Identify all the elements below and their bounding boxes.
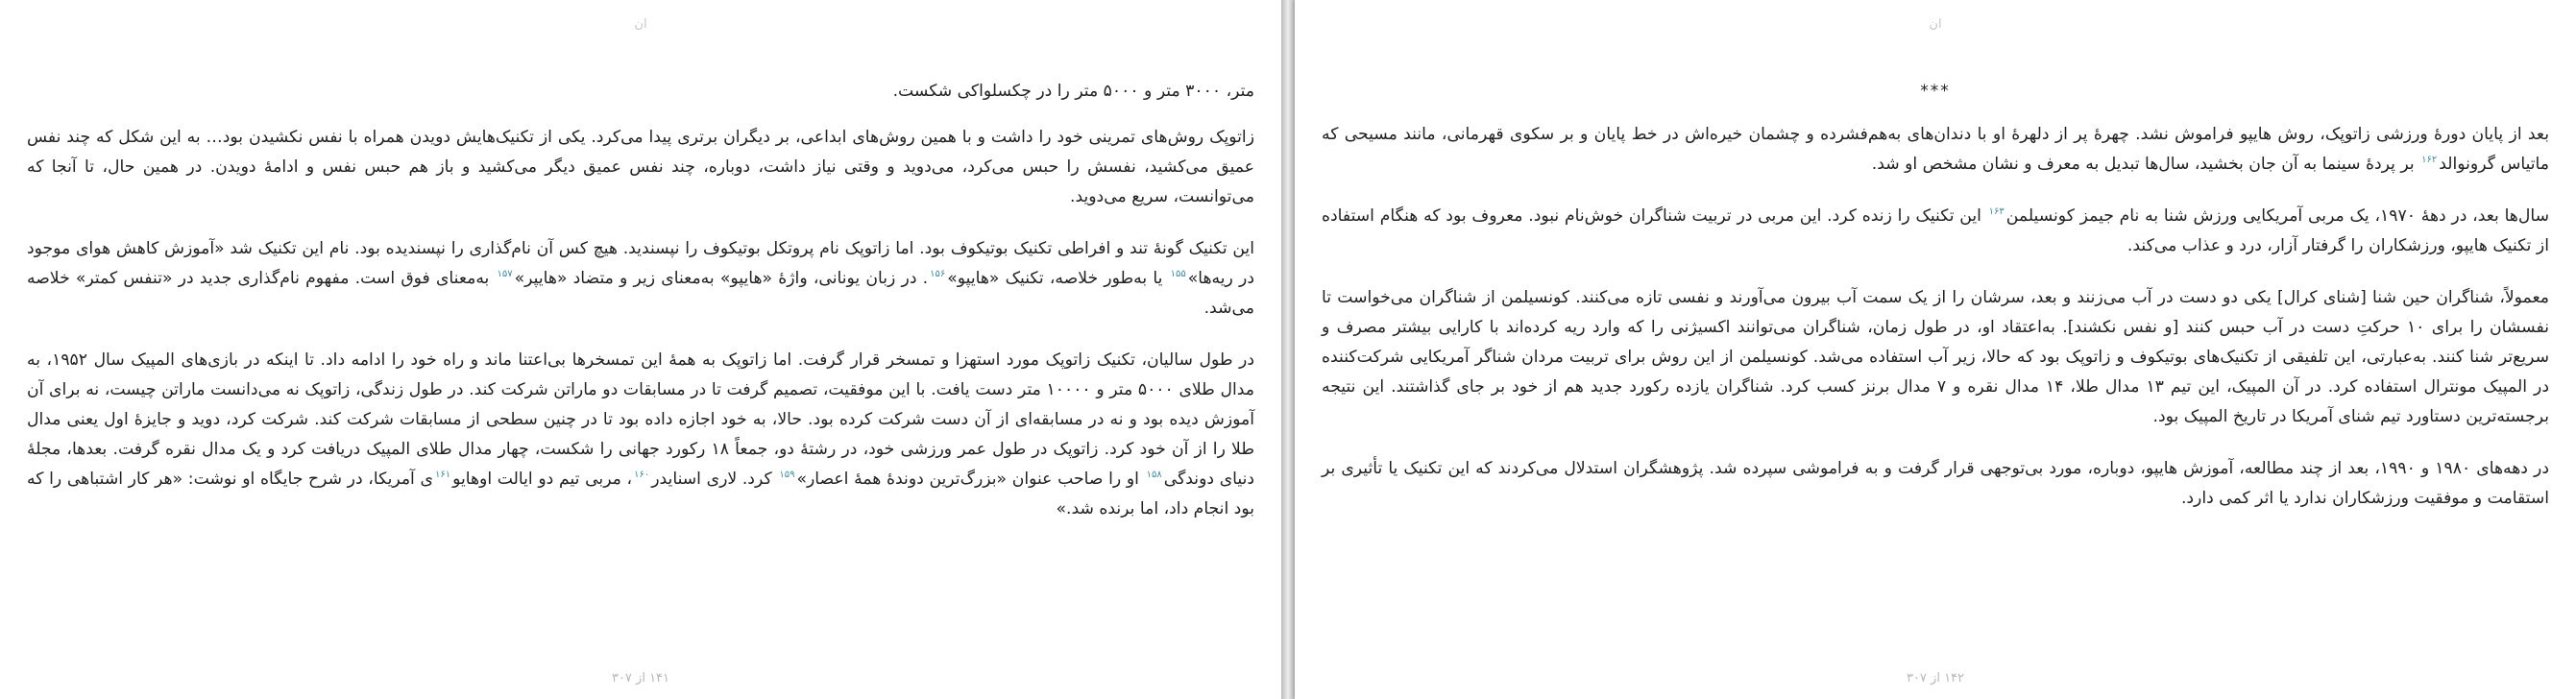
section-separator: ***: [1920, 82, 1951, 101]
paragraph: [1322, 120, 2549, 180]
footnote-link[interactable]: ۱۶۲: [2421, 155, 2438, 166]
footnote-link[interactable]: ۱۵۶: [930, 269, 946, 280]
paragraph-text: در دهه‌های ۱۹۸۰ و ۱۹۹۰، بعد از چند مطالعه، آموزش هایپو، دوباره، مورد بی‌توجهی قرار گرفت و به فراموشی سپرده شد. پژوهشگران استدلال می‌کردند که این تکنیک یا تأثیری بر استقامت و موفقیت ورزشکاران ندارد یا اثر کمی دارد.: [1322, 459, 2549, 508]
paragraph-text: ی آمریکا، در شرح جایگاه او نوشت: «هر کار اشتباهی را که بود انجام داد، اما برنده شد.»: [27, 470, 1254, 518]
paragraph-text: به‌معنای فوق است. مفهوم نام‌گذاری جدید در «تنفس کمتر» خلاصه می‌شد.: [27, 269, 1254, 318]
paragraph: [27, 77, 1254, 107]
page-body: [27, 77, 1254, 546]
paragraph-text: بعد از پایان دورهٔ ورزشی زاتوپک، روش هایپو فراموش نشد. چهرهٔ پر از دلهرهٔ او با دندان‌های به‌هم‌فشرده و چشمان خیره‌اش در خط پایان و بر سکوی قهرمانی، مانند مسیحی که ماتیاس گرونوالد: [1322, 125, 2549, 174]
paragraph: [27, 346, 1254, 524]
paragraph-text: در طول سالیان، تکنیک زاتوپک مورد استهزا و تمسخر قرار گرفت. اما زاتوپک به همهٔ این تمسخرها بی‌اعتنا ماند و راه خود را ادامه داد. تا اینکه در بازی‌های المپیک سال ۱۹۵۲، به مدال طلای ۵۰۰۰ متر و ۱۰۰۰۰ متر دست یافت. با این موفقیت، تصمیم گرفت تا در مسابقات دو ماراتن شرکت کند. در طول زندگی، زاتوپک نه می‌دانست ماراتن چیست، نه برای آن آموزش دیده بود و نه در مسابقه‌ای از آن دست شرکت کرده بود. حالا، به خود اجازه داده بود تا در چنین سطحی از مسابقات شرکت کند. شرکت کرد، دوید و جایزهٔ اول یعنی مدال طلا را از آن خود کرد. زاتوپک در طول عمر ورزشی خود، در رشتهٔ دو، جمعاً ۱۸ رکورد جهانی را شکست، چهار مدال طلای المپیک دریافت کرد و یک مدال نقره گرفت. بعدها، مجلهٔ دنیای دوندگی: [27, 350, 1255, 489]
paragraph-text: زاتوپک روش‌های تمرینی خود را داشت و با همین روش‌های ابداعی، بر دیگران برتری پیدا می‌کرد. یکی از تکنیک‌هایش دویدن همراه با نفس نکشیدن بود… به این شکل که چند نفس عمیق می‌کشید، نفسش را حبس می‌کرد، می‌دوید و وقتی نیاز داشت، دوباره، چند نفس عمیق دیگر می‌کشید و باز هم حبس نفس و ادامهٔ دویدن. در همین حال، تا آنجا که می‌توانست، سریع می‌دوید.: [27, 128, 1254, 206]
paragraph-text: او را صاحب عنوان «بزرگ‌ترین دوندهٔ همهٔ اعصار»: [796, 470, 1139, 489]
paragraph: [1322, 202, 2549, 261]
page-number: ۱۴۱ از ۳۰۷: [611, 671, 670, 686]
paragraph-text: این تکنیک گونهٔ تند و افراطی تکنیک بوتیکوف بود. اما زاتوپک نام پروتکل بوتیکوف را نپسندید. هیچ کس آن نام‌گذاری را نپسندیده بود. نام این تکنیک شد «آموزش کاهش هوای موجود در ریه‌ها»: [27, 239, 1254, 288]
paragraph: [1322, 454, 2549, 514]
page-number: ۱۴۲ از ۳۰۷: [1906, 671, 1965, 686]
book-page-left: [0, 0, 1281, 699]
footnote-link[interactable]: ۱۵۷: [497, 269, 513, 280]
paragraph-text: سال‌ها بعد، در دههٔ ۱۹۷۰، یک مربی آمریکایی ورزش شنا به نام جیمز کونسیلمن: [2005, 206, 2549, 226]
footnote-link[interactable]: ۱۵۸: [1146, 470, 1162, 481]
footnote-link[interactable]: ۱۶۰: [634, 470, 650, 481]
footnote-link[interactable]: ۱۶۱: [434, 470, 451, 481]
paragraph-text: کرد. لاری اسنایدر: [651, 470, 772, 489]
paragraph: [1322, 283, 2549, 432]
paragraph: [27, 234, 1254, 324]
footnote-link[interactable]: ۱۵۵: [1170, 269, 1186, 280]
running-header: ان: [634, 17, 647, 32]
paragraph-text: بر پردهٔ سینما به آن جان بخشید، سال‌ها تبدیل به معرف و نشان مشخص او شد.: [1871, 155, 2415, 174]
paragraph: [27, 123, 1254, 212]
footnote-link[interactable]: ۱۶۳: [1988, 206, 2005, 218]
paragraph-text: . در زبان یونانی، واژهٔ «هایپو» به‌معنای زیر و متضاد «هایپر»: [514, 269, 929, 288]
paragraph-text: یا به‌طور خلاصه، تکنیک «هایپو»: [947, 269, 1163, 288]
paragraph-text: این تکنیک را زنده کرد. این مربی در تربیت شناگران خوش‌نام نبود. معروف بود که هنگام استفاده از تکنیک هایپو، ورزشکاران را گرفتار آزار، درد و عذاب می‌کند.: [1322, 206, 2549, 255]
running-header: ان: [1929, 17, 1942, 32]
paragraph-text: ، مربی تیم دو ایالت اوهایو: [452, 470, 633, 489]
book-spine: [1281, 0, 1295, 699]
paragraph-text: معمولاً، شناگران حین شنا [شنای کرال] یکی دو دست در آب می‌زنند و بعد، سرشان را از یک سمت آب بیرون می‌آورند و نفسی تازه می‌کنند. کونسیلمن از شناگران می‌خواست تا نفسشان را برای ۱۰ حرکتِ دست در آب حبس کنند [و نفس نکشند]. به‌اعتقاد او، در طول زمان، شناگران می‌توانند اکسیژنی را که وارد ریه کرده‌اند با کارایی بیشتر مصرف و سریع‌تر شنا کنند. به‌عبارتی، این تلفیقی از تکنیک‌های بوتیکوف و زاتوپک بود که حالا، زیر آب استفاده می‌شد. کونسیلمن از این روش برای تربیت مردان شناگر آمریکایی شرکت‌کننده در المپیک مونترال استفاده کرد. در آن المپیک، این تیم ۱۳ مدال طلا، ۱۴ مدال نقره و ۷ مدال برنز کسب کرد. شناگران یازده رکورد جدید هم از خود بر جای گذاشتند. این نتیجه برجسته‌ترین دستاورد تیم شنای آمریکا در تاریخ المپیک بود.: [1322, 288, 2549, 426]
footnote-link[interactable]: ۱۵۹: [779, 470, 795, 481]
paragraph-text: متر، ۳۰۰۰ متر و ۵۰۰۰ متر را در چکسلواکی شکست.: [892, 82, 1254, 101]
page-body: [1322, 77, 2549, 536]
book-page-right: [1295, 0, 2576, 699]
